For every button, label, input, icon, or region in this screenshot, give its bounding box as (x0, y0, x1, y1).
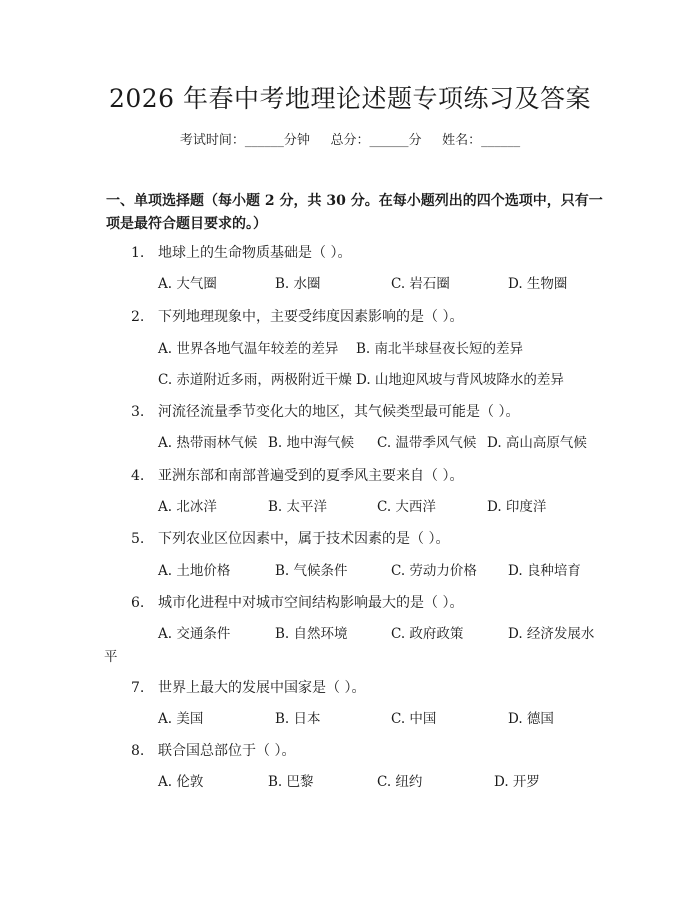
question-text: 下列农业区位因素中，属于技术因素的是（ ）。 (158, 531, 450, 547)
question-number: 1. (131, 245, 145, 261)
option-a: A. 土地价格 (158, 563, 231, 579)
option-a: A. 大气圈 (158, 276, 217, 292)
option-c: C. 劳动力价格 (391, 563, 477, 579)
option-b: B. 巴黎 (268, 774, 314, 790)
question-5 (131, 529, 449, 549)
question-number: 5. (131, 531, 145, 547)
question-text: 地球上的生命物质基础是（ ）。 (158, 245, 352, 261)
question-number: 7. (131, 680, 145, 696)
option-c: C. 中国 (391, 711, 437, 727)
question-2 (131, 307, 463, 327)
option-c: C. 大西洋 (377, 499, 436, 515)
question-number: 8. (131, 743, 145, 759)
option-d: D. 山地迎风坡与背风坡降水的差异 (356, 372, 564, 388)
option-d: D. 高山高原气候 (487, 435, 587, 451)
question-text: 亚洲东部和南部普遍受到的夏季风主要来自（ ）。 (158, 468, 464, 484)
option-d: D. 经济发展水 (508, 626, 595, 642)
section-heading: 一、单项选择题（每小题 2 分，共 30 分。在每小题列出的四个选项中，只有一项是最符合题目要求的。） (106, 193, 603, 232)
option-d: D. 生物圈 (508, 276, 568, 292)
option-d-wrapped-tail: 平 (104, 649, 118, 665)
option-a: A. 交通条件 (158, 626, 231, 642)
option-b: B. 南北半球昼夜长短的差异 (356, 341, 524, 357)
exam-info-line: 考试时间：______分钟 总分：______分 姓名：______ (179, 133, 521, 148)
question-number: 6. (131, 595, 145, 611)
question-text: 城市化进程中对城市空间结构影响最大的是（ ）。 (158, 595, 464, 611)
option-c: C. 温带季风气候 (377, 435, 477, 451)
option-c: C. 纽约 (377, 774, 423, 790)
option-d: D. 德国 (508, 711, 554, 727)
option-c: C. 岩石圈 (391, 276, 450, 292)
question-8 (131, 741, 295, 761)
option-a: A. 美国 (158, 711, 204, 727)
question-text: 联合国总部位于（ ）。 (158, 743, 296, 759)
page-title: 2026 年春中考地理论述题专项练习及答案 (108, 84, 592, 113)
question-7 (131, 678, 365, 698)
question-1 (131, 243, 351, 263)
question-text: 河流径流量季节变化大的地区，其气候类型最可能是（ ）。 (158, 404, 520, 420)
option-d: D. 印度洋 (487, 499, 547, 515)
option-b: B. 太平洋 (268, 499, 328, 515)
question-3 (131, 402, 519, 422)
option-c: C. 赤道附近多雨，两极附近干燥 (158, 372, 352, 388)
option-b: B. 地中海气候 (268, 435, 355, 451)
option-a: A. 热带雨林气候 (158, 435, 258, 451)
question-4 (131, 466, 463, 486)
option-b: B. 自然环境 (275, 626, 348, 642)
option-b: B. 日本 (275, 711, 321, 727)
option-b: B. 水圈 (275, 276, 321, 292)
question-number: 2. (131, 309, 145, 325)
option-a: A. 世界各地气温年较差的差异 (158, 341, 339, 357)
option-a: A. 北冰洋 (158, 499, 217, 515)
option-a: A. 伦敦 (158, 774, 204, 790)
question-6 (131, 593, 463, 613)
question-number: 3. (131, 404, 145, 420)
question-text: 世界上最大的发展中国家是（ ）。 (158, 680, 366, 696)
option-c: C. 政府政策 (391, 626, 464, 642)
option-b: B. 气候条件 (275, 563, 348, 579)
option-d: D. 开罗 (494, 774, 540, 790)
option-d: D. 良种培育 (508, 563, 581, 579)
question-number: 4. (131, 468, 145, 484)
question-text: 下列地理现象中，主要受纬度因素影响的是（ ）。 (158, 309, 464, 325)
